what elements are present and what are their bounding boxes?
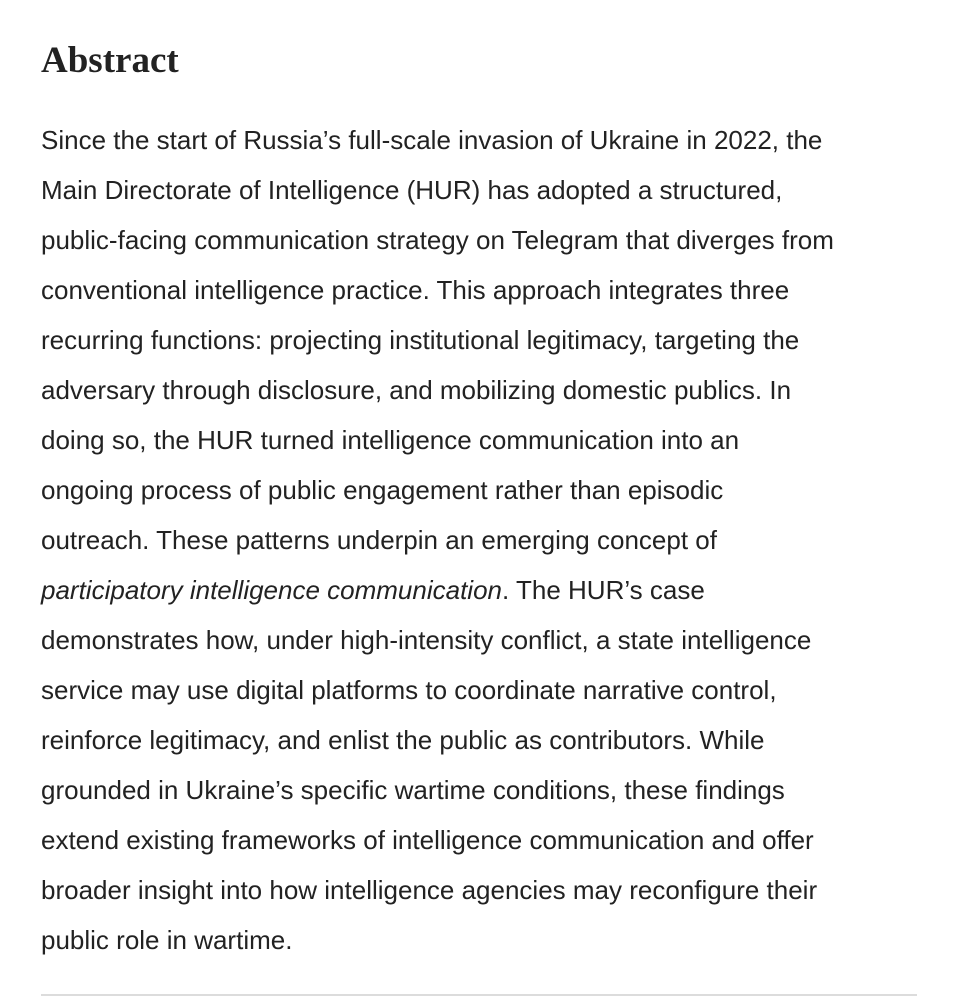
abstract-heading: Abstract	[41, 40, 179, 81]
abstract-line: grounded in Ukraine’s specific wartime conditions, these findings	[41, 775, 785, 805]
abstract-line: Since the start of Russia’s full-scale invasion of Ukraine in 2022, the	[41, 125, 823, 155]
concept-term: participatory intelligence communication	[41, 575, 503, 605]
abstract-line: Main Directorate of Intelligence (HUR) has adopted a structured,	[41, 175, 783, 205]
abstract-line: extend existing frameworks of intelligence communication and offer	[41, 825, 814, 855]
abstract-line: demonstrates how, under high-intensity conflict, a state intelligence	[41, 625, 812, 655]
abstract-line: outreach. These patterns underpin an emerging concept of	[41, 525, 717, 555]
abstract-line: service may use digital platforms to coordinate narrative control,	[41, 675, 777, 705]
abstract-line: public-facing communication strategy on Telegram that diverges from	[41, 225, 834, 255]
abstract-line: reinforce legitimacy, and enlist the public as contributors. While	[41, 725, 765, 755]
section-divider	[41, 994, 917, 996]
abstract-line: adversary through disclosure, and mobilizing domestic publics. In	[41, 375, 792, 405]
abstract-line: broader insight into how intelligence agencies may reconfigure their	[41, 875, 818, 905]
abstract-line: recurring functions: projecting institutional legitimacy, targeting the	[41, 325, 800, 355]
abstract-line: conventional intelligence practice. This approach integrates three	[41, 275, 790, 305]
abstract-line: ongoing process of public engagement rather than episodic	[41, 475, 724, 505]
abstract-line: doing so, the HUR turned intelligence communication into an	[41, 425, 740, 455]
abstract-line-rest: . The HUR’s case	[502, 575, 705, 605]
abstract-line: public role in wartime.	[41, 925, 293, 955]
abstract-paragraph	[41, 115, 919, 965]
abstract-line	[41, 565, 919, 615]
